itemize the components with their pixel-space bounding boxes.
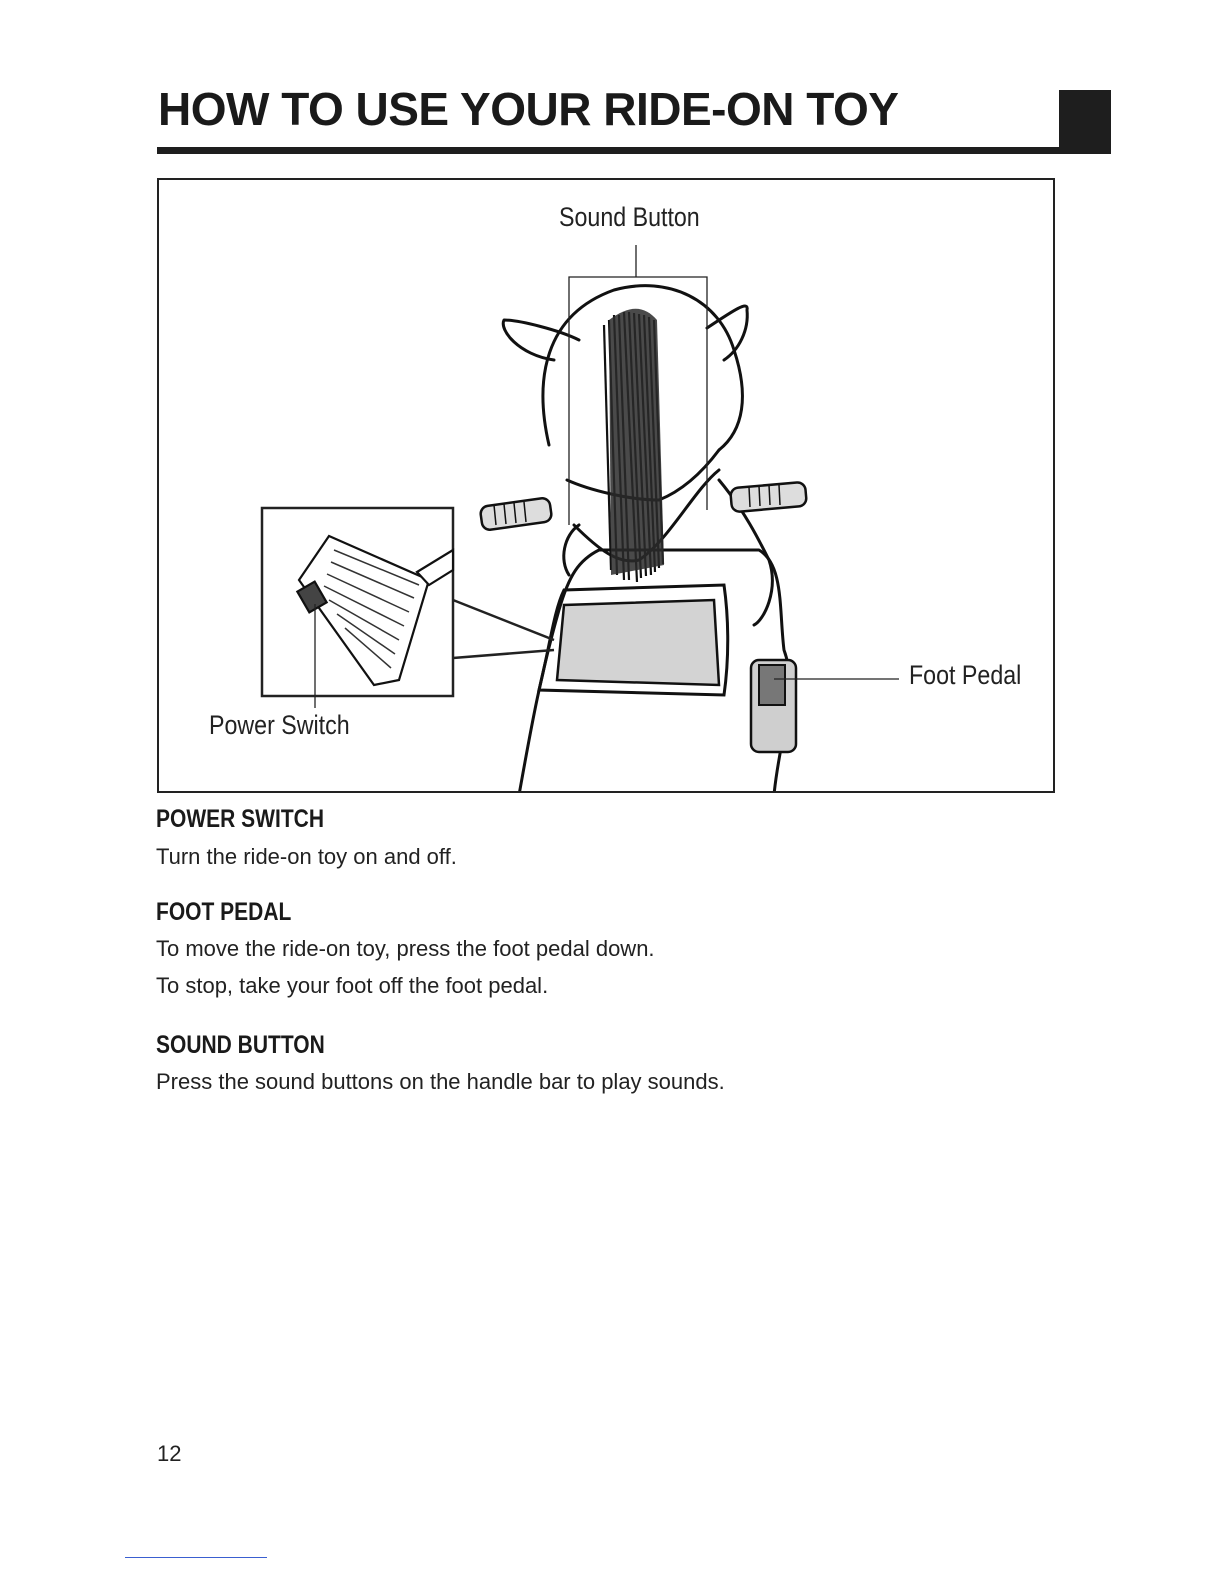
inset-connector-top: [453, 600, 554, 640]
footer-link-underline: [125, 1557, 267, 1558]
foot-pedal-label: Foot Pedal: [909, 660, 1022, 690]
ride-on-toy-illustration: [157, 178, 1055, 793]
power-switch-text: Turn the ride-on toy on and off.: [156, 844, 457, 869]
page-title: HOW TO USE YOUR RIDE-ON TOY: [158, 83, 899, 135]
sound-button-label: Sound Button: [559, 202, 700, 232]
toy-left-ear: [503, 320, 579, 360]
toy-seat-pad: [557, 600, 719, 685]
title-underline: [157, 147, 1111, 154]
corner-tab-marker: [1059, 90, 1111, 154]
foot-pedal-text-line-1: To move the ride-on toy, press the foot pedal down.: [156, 936, 655, 961]
sound-button-heading: SOUND BUTTON: [156, 1031, 325, 1059]
foot-pedal-text-line-2: To stop, take your foot off the foot pedal.: [156, 973, 549, 998]
toy-mane-fill: [609, 309, 664, 575]
sound-button-text: Press the sound buttons on the handle bar to play sounds.: [156, 1069, 725, 1094]
power-switch-label: Power Switch: [209, 710, 350, 740]
page-number: 12: [157, 1441, 182, 1466]
inset-connector-bottom: [453, 650, 554, 658]
ride-on-toy-drawing: [159, 180, 1055, 793]
foot-pedal-heading: FOOT PEDAL: [156, 898, 292, 926]
power-switch-heading: POWER SWITCH: [156, 805, 324, 833]
